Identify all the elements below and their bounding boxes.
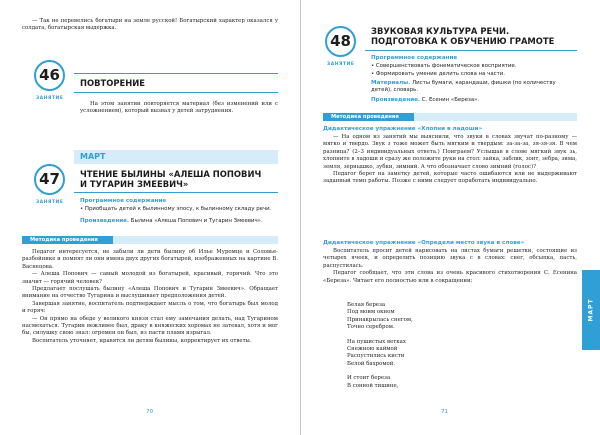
lesson-48-program-item-1: • Совершенствовать фонематическое восприятие.: [371, 63, 517, 69]
poem-line: Под моим окном: [347, 309, 395, 316]
exercise-1-title: Дидактическое упражнение «Хлопни в ладоши»: [323, 126, 483, 132]
poem-line: И стоит береза: [347, 375, 391, 382]
page-number-right: 71: [441, 409, 449, 415]
lesson-46-title: ПОВТОРЕНИЕ: [80, 78, 145, 88]
poem-line: Снежною каймой: [347, 346, 398, 353]
method-bar-left: Методика проведения: [22, 236, 278, 244]
exercise-1-paragraph: — На одном из занятий мы выяснили, что звуки в словах звучат по-разному — мягко и твердо. Звук з тоже может быть мягким и твердым: за-за-за, зя-зя-зя. В чем разница? (2–3 индивидуальных ответа.) Поиграем? Услышав в слове мягкий звук зь, хлопните в ладоши и сразу же положите руки на стол: зайка, заблик, зонт, зебра, зима, земля, зернышко, зубки, зимний. А что обозначает слово зимний (голос)?: [323, 134, 577, 170]
lesson-48-title-line-1: ЗВУКОВАЯ КУЛЬТУРА РЕЧИ.: [371, 26, 510, 36]
lesson-47-work: Произведение. Былина «Алеша Попович и Тугарин Змеевич».: [80, 218, 263, 224]
lesson-47-number: 47: [34, 164, 65, 195]
lesson-48-label: ЗАНЯТИЕ: [327, 62, 355, 67]
lesson-47-title-line-1: ЧТЕНИЕ БЫЛИНЫ «АЛЕША ПОПОВИЧ: [80, 169, 262, 179]
poem-line: Точно серебром.: [347, 324, 395, 331]
poem-line: Белой бахромой.: [347, 360, 396, 367]
lesson-48-materials: Материалы. Листы бумаги, карандаши, фишки (по количеству детей), словарь.: [371, 80, 556, 94]
poem-stanza: [347, 375, 547, 390]
exercise-2-paragraph: Воспитатель просит детей нарисовать на листах бумаги решетки, состоящие из четырех ячеек, и определить позицию звука с в словах: снег, обсыпка, пасть, распустилась.: [323, 248, 577, 269]
lesson-48-work: Произведение. С. Есенин «Береза».: [371, 97, 480, 103]
lesson-48-program-item-2: • Формировать умение делить слова на части.: [371, 71, 505, 77]
exercise-1-paragraph: Педагог берет на заметку детей, которые часто ошибаются или не выдерживают заданный темп работы. Позже с ними следует поработать индивидуально.: [323, 171, 577, 185]
lesson-47-title-line-2: И ТУГАРИН ЗМЕЕВИЧ»: [80, 179, 189, 189]
lesson-48-title-line-2: ПОДГОТОВКА К ОБУЧЕНИЮ ГРАМОТЕ: [371, 36, 555, 46]
lesson-47-program-head: Программное содержание: [80, 198, 167, 204]
body-paragraph: — Алеша Попович — самый молодой из богатырей, красивый, горячий. Что это значит — горячий человек?: [22, 271, 278, 285]
body-paragraph: — Он прямо на обеде у великого князя стал ему замечания делать, над Тугарином насмехаться. Тугарин вежливее был, драку в княжеских хоромах не затевал, хотя и мог бы, силушку свою знал: огромен он был, из пасти пламя изрыгал.: [22, 315, 278, 337]
month-label: МАРТ: [80, 152, 106, 161]
lesson-47-title: [80, 169, 261, 189]
lesson-47-label: ЗАНЯТИЕ: [36, 200, 64, 205]
lesson-48-title: [371, 26, 554, 46]
poem-line: Белая береза: [347, 302, 386, 308]
exercise-2-title: Дидактическое упражнение «Определи место звука в слове»: [323, 240, 525, 246]
lesson-48-number: 48: [325, 26, 356, 57]
body-paragraph: Предлагает послушать былину «Алеша Попович и Тугарин Змеевич». Обращает внимание на отчество Тугарина и выслушивает предположения детей.: [22, 286, 278, 300]
method-bar-right: Методика проведения: [323, 113, 577, 121]
poem-line: На пушистых ветках: [347, 338, 406, 345]
lesson-48-program-head: Программное содержание: [371, 55, 458, 61]
lesson-47-rule: [74, 192, 278, 193]
left-top-paragraph: — Так не перевелись богатыри на земле русской! Богатырский характер оказался у солдата, богатырская выдержка.: [22, 18, 278, 32]
page-number-left: 70: [146, 409, 154, 415]
lesson-46-label: ЗАНЯТИЕ: [36, 96, 64, 101]
body-paragraph: Воспитатель уточняет, нравятся ли детям былины, корректирует их ответы.: [32, 337, 252, 344]
body-paragraph: Педагог интересуется, не забыли ли дети былину об Илье Муромце и Соловье-разбойнике и помнят ли они имена двух других богатырей, изображенных на картине В. Васнецова.: [22, 249, 278, 270]
poem-stanza: [347, 302, 547, 332]
lesson-46-number: 46: [34, 60, 65, 91]
exercise-2-paragraph: Педагог сообщает, что эти слова из очень красивого стихотворения С. Есенина «Береза». Читает его полностью или в сокращении:: [323, 270, 577, 284]
side-tab-label: МАРТ: [587, 298, 595, 322]
lesson-46-rule: [74, 73, 278, 74]
side-tab-march: [582, 270, 600, 350]
lesson-46-rule-bottom: [74, 92, 278, 93]
right-page: [300, 0, 600, 435]
lesson-46-text: На этом занятии повторяется материал (без изменений или с усложнением), который вызвал у детей затруднения.: [80, 101, 278, 115]
poem-line: В сонной тишине,: [347, 382, 399, 389]
lesson-47-program-item: • Приобщать детей к былинному эпосу, к былинному складу речи.: [80, 206, 272, 212]
lesson-48-rule: [365, 50, 577, 51]
left-top-text: [22, 18, 278, 33]
body-paragraph: Завершая занятие, воспитатель подтверждает мысль о том, что богатырь был молод и горяч:: [22, 300, 278, 315]
left-body-text: [22, 249, 278, 345]
exercise-2-body: [323, 248, 577, 285]
poem: [347, 302, 547, 397]
exercise-1-body: [323, 134, 577, 186]
poem-stanza: [347, 339, 547, 369]
poem-line: Распустились кисти: [347, 353, 405, 360]
month-banner: [74, 150, 278, 164]
poem-line: Принакрылась снегом,: [347, 316, 413, 323]
